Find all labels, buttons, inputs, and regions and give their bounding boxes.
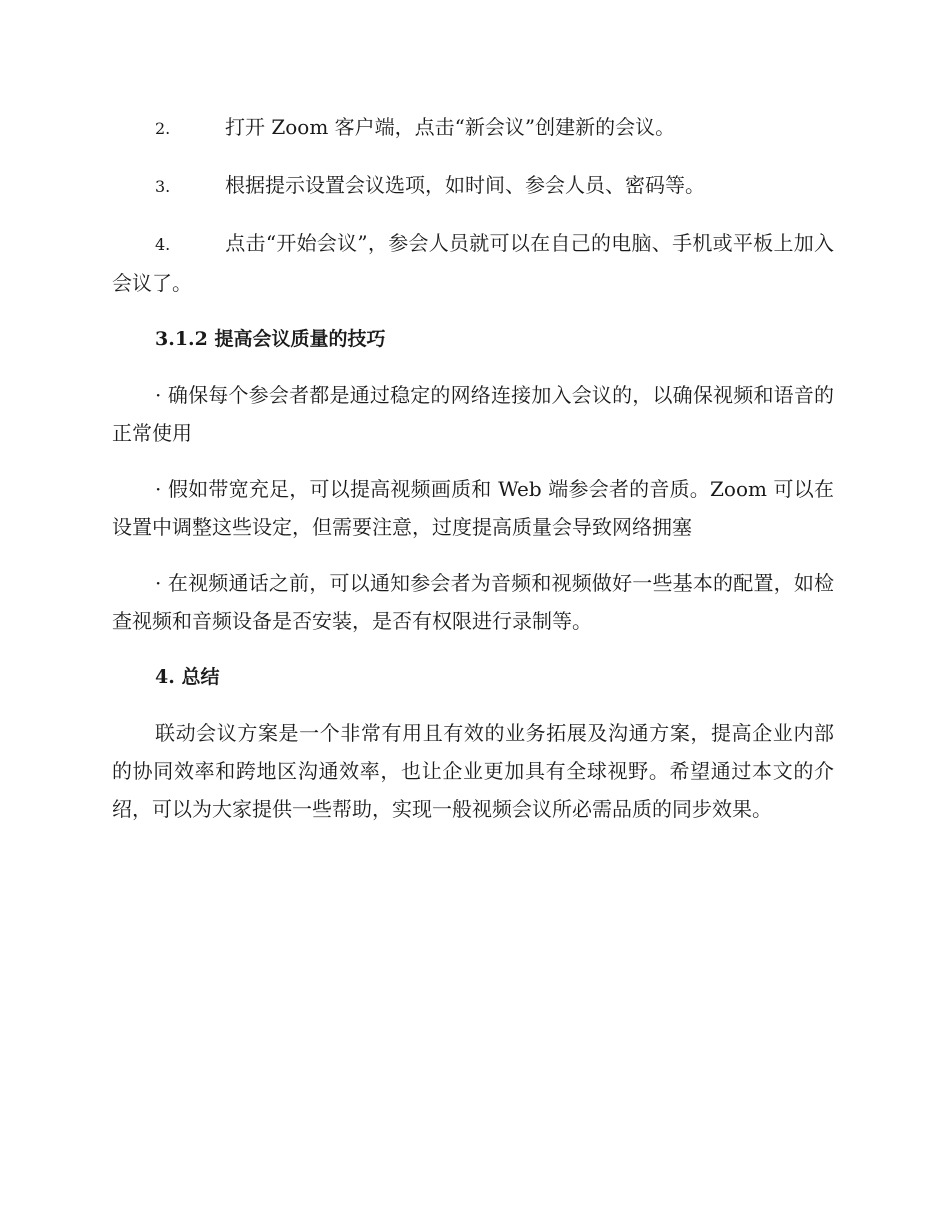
section-heading-4: 4. 总结 (155, 666, 220, 688)
step-text: 打开 Zoom 客户端，点击“新会议”创建新的会议。 (225, 115, 676, 139)
bullet-text: 确保每个参会者都是通过稳定的网络连接加入会议的，以确保视频和语音的正常使用 (112, 383, 835, 445)
bullet-text: 在视频通话之前，可以通知参会者为音频和视频做好一些基本的配置，如检查视频和音频设备是否安装，是否有权限进行录制等。 (112, 571, 835, 633)
step-number: 4. (155, 235, 171, 254)
bullet-item (112, 564, 834, 640)
summary-paragraph: 联动会议方案是一个非常有用且有效的业务拓展及沟通方案，提高企业内部的协同效率和跨地区沟通效率，也让企业更加具有全球视野。希望通过本文的介绍，可以为大家提供一些帮助，实现一般视频会议所必需品质的同步效果。 (112, 721, 834, 821)
bullet-text: 假如带宽充足，可以提高视频画质和 Web 端参会者的音质。Zoom 可以在设置中调整这些设定，但需要注意，过度提高质量会导致网络拥塞 (112, 477, 834, 539)
step-number: 2. (155, 119, 171, 138)
bullet-item (112, 470, 834, 546)
step-item-4 (112, 224, 834, 302)
bullet-dot: · (155, 383, 162, 407)
step-number: 3. (155, 177, 171, 196)
step-text: 点击“开始会议”，参会人员就可以在自己的电脑、手机或平板上加入会议了。 (112, 231, 834, 295)
section-heading-3-1-2: 3.1.2 提高会议质量的技巧 (155, 328, 386, 350)
bullet-item (112, 376, 834, 452)
step-item-2 (112, 108, 834, 148)
bullet-dot: · (155, 477, 162, 501)
bullet-dot: · (155, 571, 162, 595)
step-item-3 (112, 166, 834, 206)
step-text: 根据提示设置会议选项，如时间、参会人员、密码等。 (225, 173, 705, 197)
document-body (112, 108, 834, 846)
